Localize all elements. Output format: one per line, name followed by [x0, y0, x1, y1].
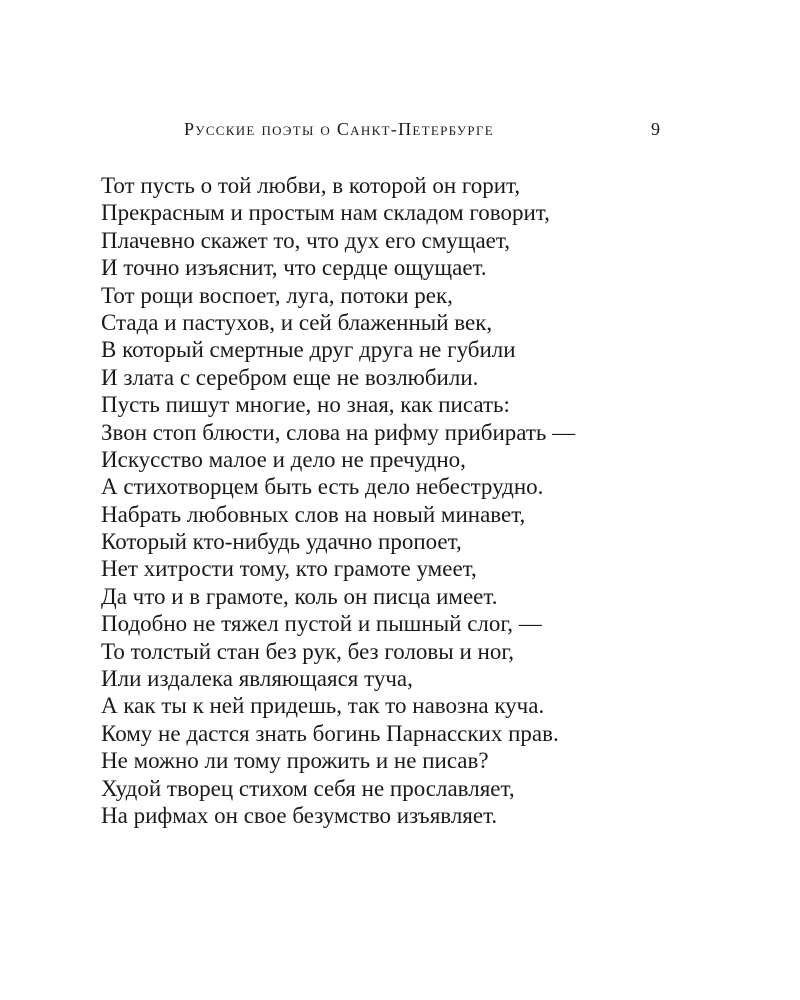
- poem-line: Худой творец стихом себя не прославляет,: [101, 775, 515, 801]
- poem-line: И злата с серебром еще не возлюбили.: [101, 364, 479, 390]
- poem-line: Да что и в грамоте, коль он писца имеет.: [101, 583, 498, 609]
- poem-line: Нет хитрости тому, кто грамоте умеет,: [101, 556, 477, 582]
- poem-line: Искусство малое и дело не пречудно,: [101, 446, 466, 472]
- poem-line: А стихотворцем быть есть дело небеструдно.: [101, 474, 544, 500]
- poem-line: Тот пусть о той любви, в которой он горит,: [101, 173, 521, 198]
- running-title: Русские поэты о Санкт-Петербурге: [184, 119, 495, 139]
- poem-line: Не можно ли тому прожить и не писав?: [101, 748, 489, 774]
- poem-line: Плачевно скажет то, что дух его смущает,: [101, 227, 510, 253]
- poem-line: Который кто-нибудь удачно пропоет,: [101, 529, 462, 555]
- page-number: 9: [651, 119, 660, 139]
- poem-line: Звон стоп блюсти, слова на рифму прибирать —: [101, 419, 576, 445]
- poem-line: А как ты к ней придешь, так то навозна куча.: [101, 693, 545, 719]
- poem-line: И точно изъяснит, что сердце ощущает.: [101, 255, 487, 281]
- poem-line: Прекрасным и простым нам складом говорит,: [101, 200, 550, 226]
- poem-line: То толстый стан без рук, без головы и ног,: [101, 638, 514, 664]
- poem-line: На рифмах он свое безумство изъявляет.: [101, 802, 498, 828]
- poem-line: Подобно не тяжел пустой и пышный слог, —: [101, 611, 542, 637]
- poem-line: Кому не дастся знать богинь Парнасских прав.: [101, 720, 559, 746]
- poem-line: Тот рощи воспоет, луга, потоки рек,: [101, 282, 453, 308]
- poem-line: Пусть пишут многие, но зная, как писать:: [101, 392, 510, 418]
- running-head: [100, 119, 660, 143]
- poem-text: [101, 172, 741, 829]
- poem-line: Или издалека являющаяся туча,: [101, 666, 413, 692]
- poem-line: В который смертные друг друга не губили: [101, 337, 516, 363]
- poem-line: Стада и пастухов, и сей блаженный век,: [101, 309, 493, 335]
- poem-line: Набрать любовных слов на новый минавет,: [101, 501, 526, 527]
